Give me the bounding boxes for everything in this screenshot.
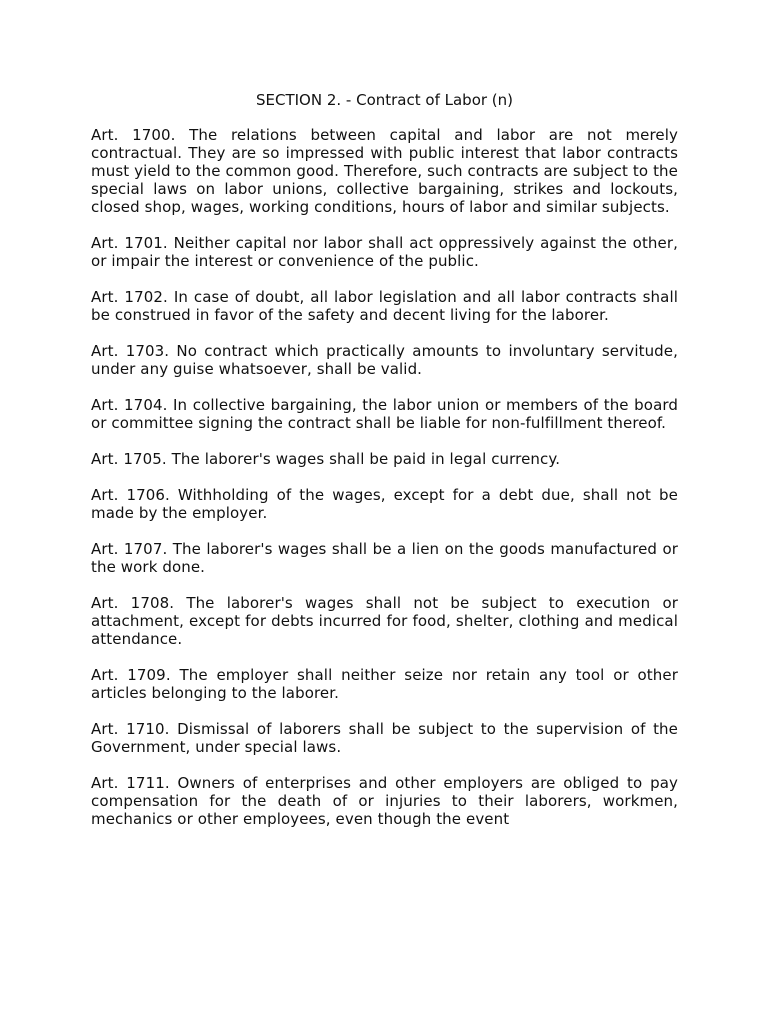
- article-1705: Art. 1705. The laborer's wages shall be paid in legal currency.: [91, 450, 561, 468]
- article-1707: Art. 1707. The laborer's wages shall be a lien on the goods manufactured or the work done.: [91, 540, 678, 576]
- section-title: SECTION 2. - Contract of Labor (n): [255, 91, 514, 109]
- article-1706: Art. 1706. Withholding of the wages, except for a debt due, shall not be made by the employer.: [91, 486, 678, 522]
- article-1704: Art. 1704. In collective bargaining, the labor union or members of the board or committee signing the contract shall be liable for non-fulfillment thereof.: [91, 396, 678, 432]
- article-1709: Art. 1709. The employer shall neither seize nor retain any tool or other articles belonging to the laborer.: [91, 666, 678, 702]
- article-1701: Art. 1701. Neither capital nor labor shall act oppressively against the other, or impair the interest or convenience of the public.: [91, 234, 678, 270]
- article-1703: Art. 1703. No contract which practically amounts to involuntary servitude, under any guise whatsoever, shall be valid.: [91, 342, 678, 378]
- article-1700: Art. 1700. The relations between capital and labor are not merely contractual. They are so impressed with public interest that labor contracts must yield to the common good. Therefore, such contracts are subject to the special laws on labor unions, collective bargaining, strikes and lockouts, closed shop, wages, working conditions, hours of labor and similar subjects.: [91, 126, 678, 216]
- article-1710: Art. 1710. Dismissal of laborers shall be subject to the supervision of the Government, under special laws.: [91, 720, 678, 756]
- document-page: [91, 91, 678, 846]
- article-1711: Art. 1711. Owners of enterprises and other employers are obliged to pay compensation for the death of or injuries to their laborers, workmen, mechanics or other employees, even though the event: [91, 774, 678, 828]
- article-1708: Art. 1708. The laborer's wages shall not be subject to execution or attachment, except for debts incurred for food, shelter, clothing and medical attendance.: [91, 594, 678, 648]
- article-1702: Art. 1702. In case of doubt, all labor legislation and all labor contracts shall be construed in favor of the safety and decent living for the laborer.: [91, 288, 678, 324]
